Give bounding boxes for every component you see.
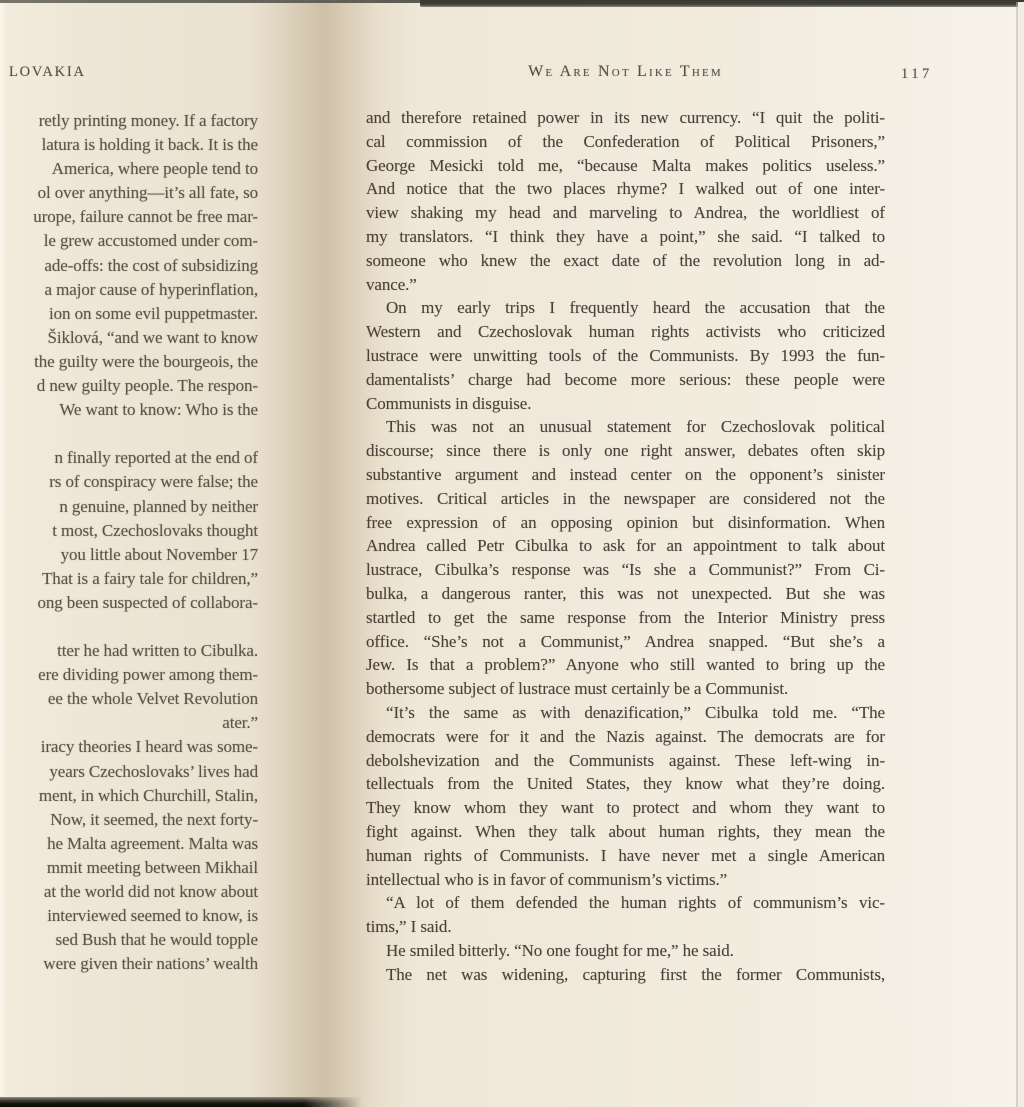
left-page-text-line: ere dividing power among them- xyxy=(38,665,258,685)
right-page-text-line: They know whom they want to protect and whom they want to xyxy=(366,798,885,818)
scanner-top-edge-right xyxy=(420,0,1024,7)
left-page-text-line: That is a fairy tale for children,” xyxy=(42,568,258,588)
left-page-text-line: he Malta agreement. Malta was xyxy=(47,833,258,853)
left-page-text-line: ol over anything—it’s all fate, so xyxy=(37,183,258,203)
right-page-text-line: discourse; since there is only one right answer, debates often skip xyxy=(366,441,885,461)
right-page-text-line: This was not an unusual statement for Czechoslovak political xyxy=(386,417,885,437)
right-page-text-line: bulka, a dangerous ranter, this was not unexpected. But she was xyxy=(366,583,885,603)
right-page-text-line: view shaking my head and marveling to Andrea, the worldliest of xyxy=(366,203,885,223)
left-page-text-line: d new guilty people. The respon- xyxy=(36,376,258,396)
left-page-text-line: a major cause of hyperinflation, xyxy=(44,279,258,299)
right-page-text-line: He smiled bitterly. “No one fought for me,” he said. xyxy=(386,940,734,960)
left-page-text-line: interviewed seemed to know, is xyxy=(47,906,258,926)
right-page-text-line: “It’s the same as with denazification,” Cibulka told me. “The xyxy=(386,702,885,722)
right-page-text-line: someone who knew the exact date of the revolution long in ad- xyxy=(366,250,885,270)
right-page-text-line: human rights of Communists. I have never met a single American xyxy=(366,845,885,865)
left-page-text-line: We want to know: Who is the xyxy=(59,400,258,420)
right-page-text-line: democrats were for it and the Nazis against. The democrats are for xyxy=(366,726,885,746)
right-page-text-line: tims,” I said. xyxy=(366,917,452,937)
right-page-text-line: tellectuals from the United States, they know what they’re doing. xyxy=(366,774,885,794)
right-page-text-line: On my early trips I frequently heard the accusation that the xyxy=(386,298,885,318)
right-page-text-line: lustrace, Cibulka’s response was “Is she a Communist?” From Ci- xyxy=(366,560,885,580)
left-page-text-line: Now, it seemed, the next forty- xyxy=(50,809,258,829)
left-page-text-line: iracy theories I heard was some- xyxy=(40,737,258,757)
right-page-text-line: motives. Critical articles in the newspaper are considered not the xyxy=(366,488,885,508)
right-page-text-line: office. “She’s not a Communist,” Andrea snapped. “But she’s a xyxy=(366,631,885,651)
right-page-text-line: Andrea called Petr Cibulka to ask for an appointment to talk about xyxy=(366,536,885,556)
left-page-text-line: you little about November 17 xyxy=(60,544,258,564)
right-page-text-line: vance.” xyxy=(366,274,417,294)
right-page-text-line: damentalists’ charge had become more serious: these people were xyxy=(366,369,885,389)
right-page-text-line: cal commission of the Confederation of Political Prisoners,” xyxy=(366,131,885,151)
right-page-text-line: my translators. “I think they have a point,” she said. “I talked to xyxy=(366,226,885,246)
right-page-text-line: fight against. When they talk about human rights, they mean the xyxy=(366,821,885,841)
left-running-head: LOVAKIA xyxy=(9,64,86,80)
left-page-text-line: sed Bush that he would topple xyxy=(55,930,258,950)
right-page-text-line: And notice that the two places rhyme? I walked out of one inter- xyxy=(366,179,885,199)
left-page-text-line: t most, Czechoslovaks thought xyxy=(52,520,258,540)
right-page-text-line: bothersome subject of lustrace must certainly be a Communist. xyxy=(366,679,789,699)
right-page-text-line: Western and Czechoslovak human rights activists who criticized xyxy=(366,322,885,342)
left-page-text-line: years Czechoslovaks’ lives had xyxy=(49,761,258,781)
left-page-text-line: ment, in which Churchill, Stalin, xyxy=(38,785,258,805)
right-page-text-line: Communists in disguise. xyxy=(366,393,532,413)
left-page-text-line: ade-offs: the cost of subsidizing xyxy=(44,255,258,275)
left-page-text-line: at the world did not know about xyxy=(43,882,258,901)
right-page-text-line: intellectual who is in favor of communism’s victims.” xyxy=(366,869,728,889)
scanner-bottom-edge xyxy=(0,1097,362,1107)
left-page-text-line: tter he had written to Cibulka. xyxy=(57,641,258,661)
right-page-text-line: “A lot of them defended the human rights of communism’s vic- xyxy=(386,893,885,913)
right-page-text-line: substantive argument and instead center on the opponent’s sinister xyxy=(366,464,885,484)
left-page-text-line: rs of conspiracy were false; the xyxy=(49,472,258,492)
left-page-text-line: the guilty were the bourgeois, the xyxy=(34,351,258,371)
right-page-text-column xyxy=(366,106,885,986)
left-page-text-line: ee the whole Velvet Revolution xyxy=(47,689,258,709)
left-page-text-line: ong been suspected of collabora- xyxy=(37,592,258,612)
right-page-text-line: startled to get the same response from the Interior Ministry press xyxy=(366,607,885,627)
page-number: 117 xyxy=(901,66,933,82)
left-page-text-line: latura is holding it back. It is the xyxy=(41,135,258,155)
left-page-text-line: n genuine, planned by neither xyxy=(59,496,258,516)
right-page-text-line: lustrace were unwitting tools of the Communists. By 1993 the fun- xyxy=(366,345,885,365)
right-page-text-line: free expression of an opposing opinion but disinformation. When xyxy=(366,512,885,532)
left-page-text-line: America, where people tend to xyxy=(51,159,258,179)
right-page-text-line: and therefore retained power in its new currency. “I quit the politi- xyxy=(366,108,885,127)
left-page-text-line: were given their nations’ wealth xyxy=(43,954,258,974)
left-page-text-line: Šiklová, “and we want to know xyxy=(47,327,258,347)
left-page-text-line: le grew accustomed under com- xyxy=(43,231,258,251)
page-right-edge-paper xyxy=(1018,2,1024,1107)
right-page-text-line: debolshevization and the Communists against. These left-wing in- xyxy=(366,750,885,770)
left-page-text-line: ater.” xyxy=(222,713,258,733)
right-page-text-line: Jew. Is that a problem?” Anyone who still wanted to bring up the xyxy=(366,655,885,675)
right-running-head: We Are Not Like Them xyxy=(528,63,723,80)
left-page-text-line: mmit meeting between Mikhail xyxy=(46,857,258,877)
left-page-text-line: urope, failure cannot be free mar- xyxy=(33,207,258,227)
left-page-text-line: n finally reported at the end of xyxy=(54,448,258,468)
right-page-text-line: The net was widening, capturing first the former Communists, xyxy=(386,964,885,984)
right-page-text-line: George Mesicki told me, “because Malta makes politics useless.” xyxy=(366,155,885,175)
left-page-text-line: retly printing money. If a factory xyxy=(38,111,258,130)
left-page-text-line: ion on some evil puppetmaster. xyxy=(49,303,258,323)
left-page-text-column xyxy=(0,109,258,976)
